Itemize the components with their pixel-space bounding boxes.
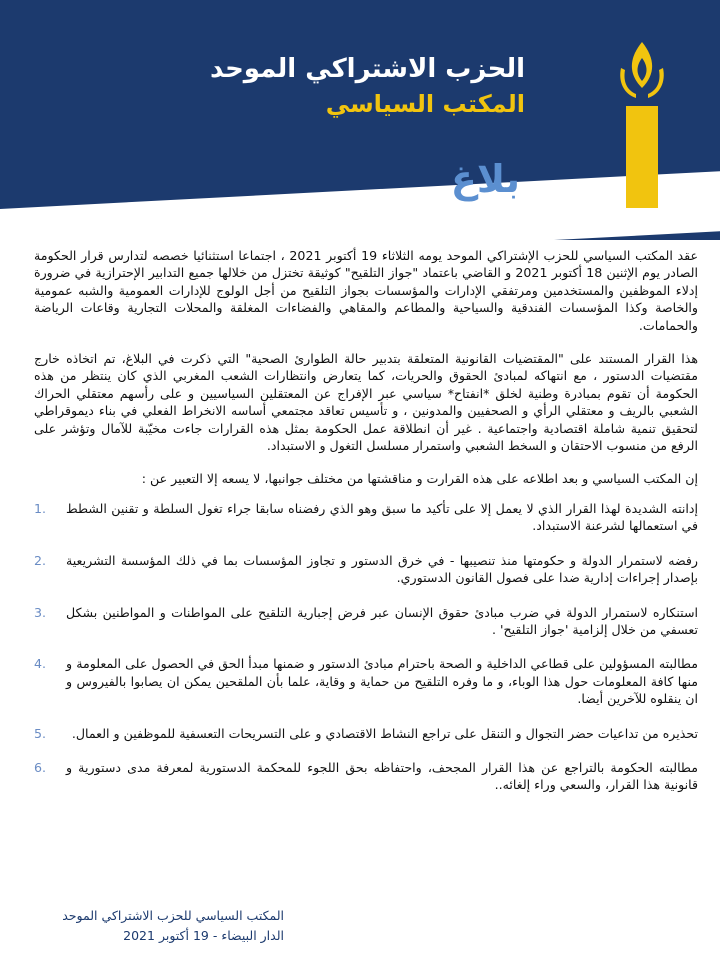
signature-place-date: الدار البيضاء - 19 أكتوبر 2021 xyxy=(123,928,284,943)
item-number: 6. xyxy=(34,759,47,775)
signature-issuer: المكتب السياسي للحزب الاشتراكي الموحد xyxy=(62,908,284,923)
item-text: إدانته الشديدة لهذا القرار الذي لا يعمل إلا على تأكيد ما سبق وهو الذي رفضناه سابقا جراء تغول السلطة و تقنين الشطط في استعمالها لشرعنة الاستبداد. xyxy=(66,500,698,534)
item-text: استنكاره لاستمرار الدولة في ضرب مبادئ حقوق الإنسان عبر فرض إجبارية التلقيح على المواطنات و المواطنين بشكل تعسفي من خلال إلزامية 'جواز التلقيح' . xyxy=(66,604,698,637)
item-text: رفضه لاستمرار الدولة و حكومتها منذ تنصيبها - في خرق الدستور و تجاوز المؤسسات بما في ذلك المؤسسة التشريعية بإصدار إجراءات إدارية ضدا على فصول القانون الدستوري. xyxy=(66,552,698,586)
document-title: بلاغ xyxy=(450,157,520,201)
item-text: مطالبته المسؤولين على قطاعي الداخلية و الصحة باحترام مبادئ الدستور و ضمنها مبدأ الحق في الحصول على المعلومة و منها كافة المعلومات حول هذا الوباء، و ما وفره التلقيح من حماية و وقاية، علما بأن الملقحين يمكن ان يصابوا بالفيروس و ان ينقلوه للآخرين أيضا. xyxy=(66,656,698,707)
paragraph-intro: إن المكتب السياسي و بعد اطلاعه على هذه القرارت و مناقشتها من مختلف جوانبها، لا يسعه إلا التعبير عن : xyxy=(141,471,698,487)
bureau-name: المكتب السياسي xyxy=(325,90,525,118)
list-item xyxy=(34,725,698,742)
party-name: الحزب الاشتراكي الموحد xyxy=(210,54,525,84)
item-number: 2. xyxy=(34,552,47,568)
candle-icon xyxy=(612,40,672,210)
statement-body xyxy=(34,247,698,811)
signature-block xyxy=(62,906,284,946)
item-number: 3. xyxy=(34,604,47,620)
positions-list xyxy=(34,500,698,794)
paragraph-decision: هذا القرار المستند على "المقتضيات القانونية المتعلقة بتدبير حالة الطوارئ الصحية" التي ذكرت في البلاغ، تم اتخاذه خارج مقتضيات الدستور ، مع انتهاكه لمبادئ الحقوق والحريات، كما يتعارض وانتظارات الشعب المغربي الذي كان ينتظر من هذه الحكومة أن تقوم بمبادرة وطنية لخلق *انفتاح* سياسي عبر الإفراج عن المعتقلين السياسيين و على رأسهم معتقلي الحراك الشعبي بالريف و معتقلي الرأي و الصحفيين والمدونين ، و تأسيس تعاقد مجتمعي أساسه الانخراط الفعلي في بناء ديموقراطي لتحقيق تنمية شاملة اقتصادية واجتماعية . غير أن انطلاقة عمل الحكومة بمثل هذه القرارات جاءت مخيّبة للآمال وتؤشر على الرفع من منسوب الاحتقان و السخط الشعبي واستمرار مسلسل التغول و الاستبداد. xyxy=(34,351,698,454)
list-item xyxy=(34,552,698,587)
item-text: تحذيره من تداعيات حضر التجوال و التنقل على تراجع النشاط الاقتصادي و على التسريحات التعسفية للموظفين و العمال. xyxy=(71,725,698,741)
item-text: مطالبته الحكومة بالتراجع عن هذا القرار المجحف، واحتفاظه بحق اللجوء للمحكمة الدستورية لمعرفة مدى دستورية و قانونية هذا القرار، والسعي وراء إلغائه.. xyxy=(66,759,698,793)
paragraph-meeting: عقد المكتب السياسي للحزب الإشتراكي الموحد يومه الثلاثاء 19 أكتوبر 2021 ، اجتماعا استثنائيا خصصه لتدارس قرار الحكومة الصادر يوم الإثنين 18 أكتوبر 2021 و القاضي باعتماد "جواز التلقيح" كوثيقة تختزل من خلالها جميع التدابير الإحترازية في ضرورة إدلاء الموظفين والمستخدمين ومرتفقي الإدارات والمؤسسات بجواز التلقيح من أجل الولوج للإدارات العمومية والشبه عمومية والخاصة وكذا المؤسسات الفندقية والسياحية والمطاعم والمقاهي والفضاءات المغلقة والمحلات التجارية وقاعات الرياضة والحمامات. xyxy=(34,248,698,333)
item-number: 4. xyxy=(34,656,47,672)
item-number: 1. xyxy=(34,500,47,516)
list-item xyxy=(34,655,698,707)
list-item xyxy=(34,500,698,535)
list-item xyxy=(34,759,698,794)
letterhead xyxy=(0,0,720,240)
item-number: 5. xyxy=(34,725,47,741)
list-item xyxy=(34,604,698,639)
